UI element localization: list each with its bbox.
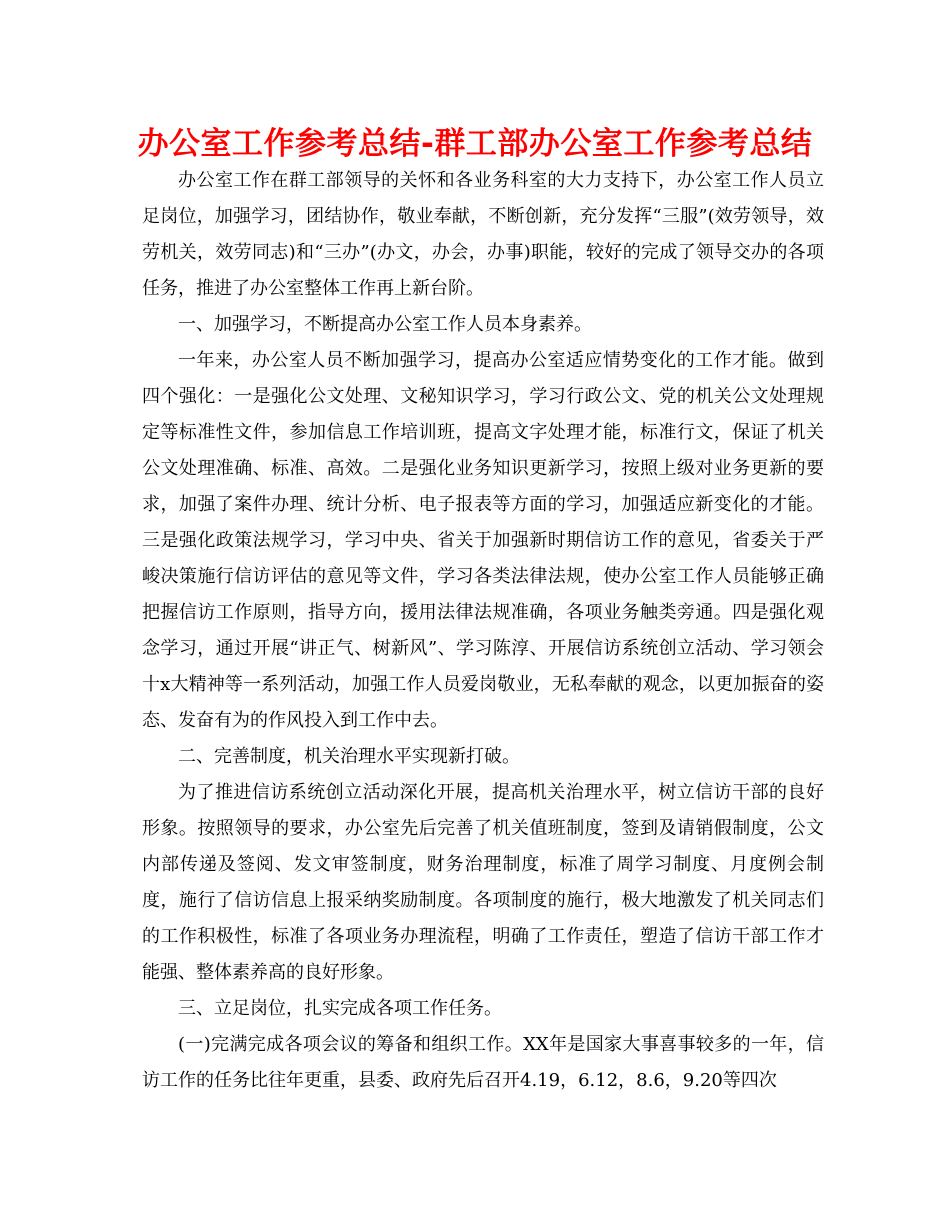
document-body — [142, 163, 824, 1099]
paragraph-study: 一年来，办公室人员不断加强学习，提高办公室适应情势变化的工作才能。做到四个强化：一是强化公文处理、文秘知识学习，学习行政公文、党的机关公文处理规定等标准性文件，参加信息工作培训班，提高文字处理才能，标准行文，保证了机关公文处理准确、标准、高效。二是强化业务知识更新学习，按照上级对业务更新的要求，加强了案件办理、统计分析、电子报表等方面的学习，加强适应新变化的才能。三是强化政策法规学习，学习中央、省关于加强新时期信访工作的意见，省委关于严峻决策施行信访评估的意见等文件，学习各类法律法规，使办公室工作人员能够正确把握信访工作原则，指导方向，援用法律法规准确，各项业务触类旁通。四是强化观念学习，通过开展“讲正气、树新风”、学习陈淳、开展信访系统创立活动、学习领会十x大精神等一系列活动，加强工作人员爱岗敬业，无私奉献的观念，以更加振奋的姿态、发奋有为的作风投入到工作中去。 — [142, 350, 824, 731]
paragraph-intro: 办公室工作在群工部领导的关怀和各业务科室的大力支持下，办公室工作人员立足岗位，加强学习，团结协作，敬业奉献，不断创新，充分发挥“三服”(效劳领导，效劳机关，效劳同志)和“三办”(办文，办会，办事)职能，较好的完成了领导交办的各项任务，推进了办公室整体工作再上新台阶。 — [142, 170, 824, 299]
paragraph-meetings: (一)完满完成各项会议的筹备和组织工作。XX年是国家大事喜事较多的一年，信访工作的任务比往年更重，县委、政府先后召开4.19，6.12，8.6，9.20等四次 — [142, 1034, 824, 1091]
section-heading-1: 一、加强学习，不断提高办公室工作人员本身素养。 — [178, 314, 592, 335]
section-heading-2: 二、完善制度，机关治理水平实现新打破。 — [178, 746, 520, 767]
document-title: 办公室工作参考总结-群工部办公室工作参考总结 — [137, 126, 813, 162]
section-heading-3: 三、立足岗位，扎实完成各项工作任务。 — [178, 998, 502, 1019]
paragraph-system: 为了推进信访系统创立活动深化开展，提高机关治理水平，树立信访干部的良好形象。按照领导的要求，办公室先后完善了机关值班制度，签到及请销假制度，公文内部传递及签阅、发文审签制度，财务治理制度，标准了周学习制度、月度例会制度，施行了信访信息上报采纳奖励制度。各项制度的施行，极大地激发了机关同志们的工作积极性，标准了各项业务办理流程，明确了工作责任，塑造了信访干部工作才能强、整体素养高的良好形象。 — [142, 782, 824, 983]
